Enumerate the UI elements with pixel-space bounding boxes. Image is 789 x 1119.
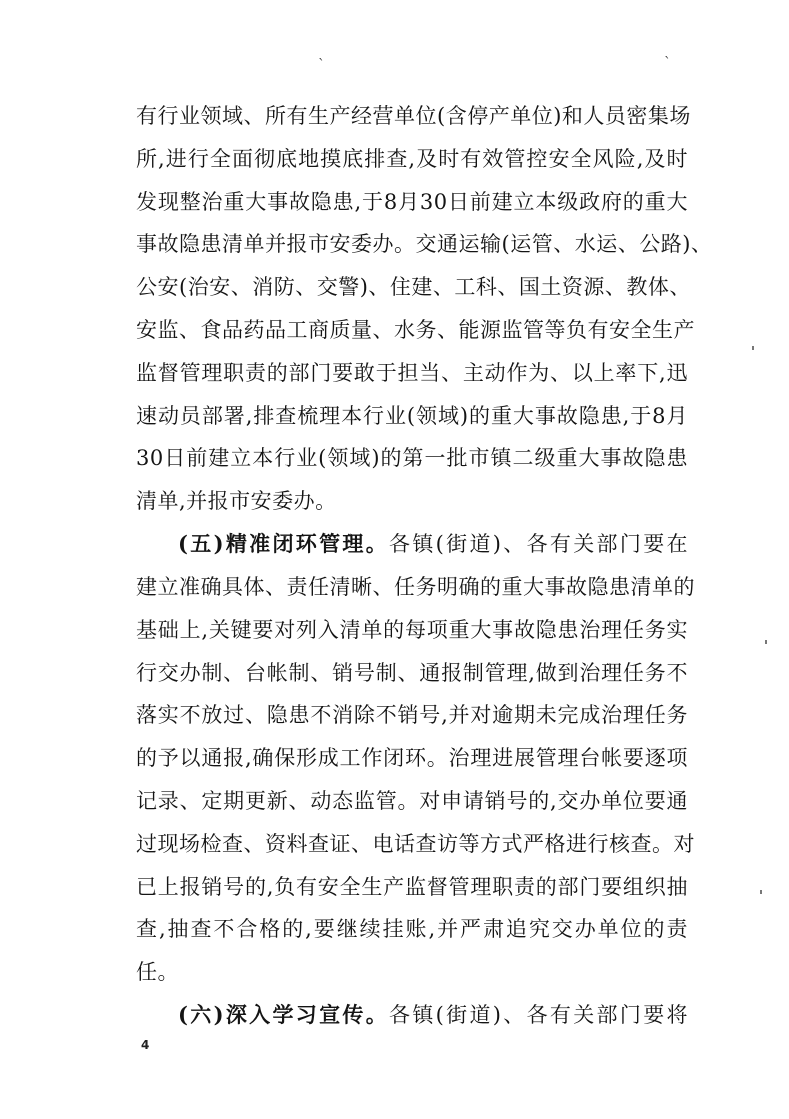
page-number: 4 [141,1038,150,1052]
text-line: 的予以通报,确保形成工作闭环。治理进展管理台帐要逐项 [136,746,688,770]
text-line: 所,进行全面彻底地摸底排查,及时有效管控安全风险,及时 [136,147,688,171]
text-line: 落实不放过、隐患不消除不销号,并对逾期未完成治理任务 [136,703,688,727]
text-line: 速动员部署,排查梳理本行业(领域)的重大事故隐患,于8月 [136,404,688,428]
scan-mark: ` [664,55,671,71]
text-line: 发现整治重大事故隐患,于8月30日前建立本级政府的重大 [136,190,688,214]
text-line: 建立准确具体、责任清晰、任务明确的重大事故隐患清单的 [136,575,695,599]
text-line: 公安(治安、消防、交警)、住建、工科、国土资源、教体、 [136,275,691,299]
text-line [178,529,688,559]
section-heading: (五)精准闭环管理。 [178,531,390,556]
text-line: 查,抽查不合格的,要继续挂账,并严肃追究交办单位的责 [136,917,688,941]
scan-speck [765,640,767,644]
text-line: 监督管理职责的部门要敢于担当、主动作为、以上率下,迅 [136,361,688,385]
scan-speck [752,346,754,350]
text-line: 行交办制、台帐制、销号制、通报制管理,做到治理任务不 [136,661,688,685]
text-run: 各镇(街道)、各有关部门要在 [389,532,689,556]
text-line: 事故隐患清单并报市安委办。交通运输(运管、水运、公路)、 [136,232,713,256]
text-line: 清单,并报市安委办。 [136,489,337,513]
section-heading: (六)深入学习宣传。 [178,1002,390,1027]
text-line: 记录、定期更新、动态监管。对申请销号的,交办单位要通 [136,789,688,813]
text-line: 过现场检查、资料查证、电话查访等方式严格进行核查。对 [136,832,695,856]
text-line: 30日前建立本行业(领域)的第一批市镇二级重大事故隐患 [136,446,688,470]
scan-speck [760,890,762,894]
text-line: 任。 [136,960,179,984]
text-line: 有行业领域、所有生产经营单位(含停产单位)和人员密集场 [136,104,691,128]
text-line [178,1000,688,1030]
text-line: 基础上,关键要对列入清单的每项重大事故隐患治理任务实 [136,618,688,642]
text-line: 安监、食品药品工商质量、水务、能源监管等负有安全生产 [136,318,695,342]
text-run: 各镇(街道)、各有关部门要将 [389,1003,689,1027]
scan-mark: ` [318,57,325,73]
text-line: 已上报销号的,负有安全生产监督管理职责的部门要组织抽 [136,875,688,899]
